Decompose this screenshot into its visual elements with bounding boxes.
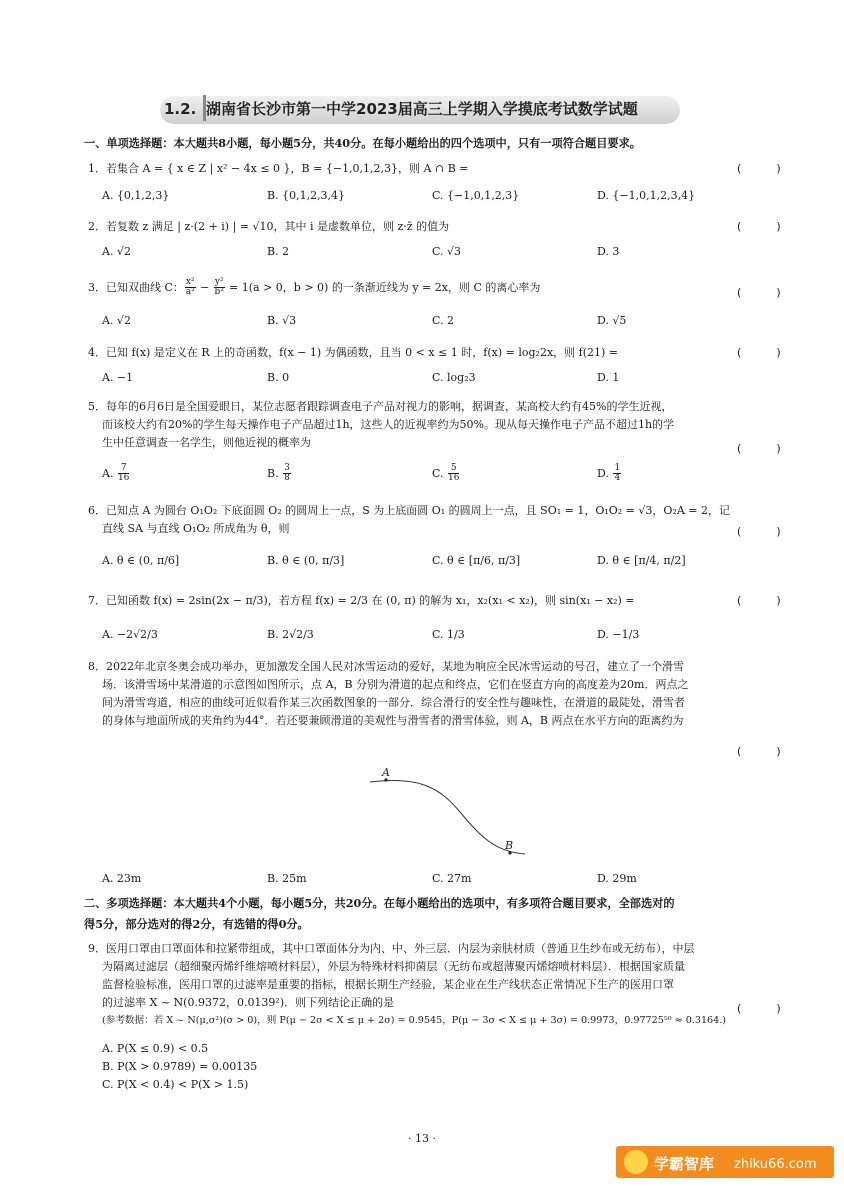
question-9-options (102, 1040, 502, 1094)
point-b-label: B (505, 839, 514, 852)
option-b: B. 0 (267, 371, 290, 384)
watermark-url: zhiku66.com (734, 1157, 817, 1172)
question-8-line-3: 间为滑雪弯道，相应的曲线可近似看作某三次函数图象的一部分．综合滑行的安全性与趣味性，在滑道的最陡处，滑雪者 (102, 696, 685, 710)
option-c (432, 464, 460, 484)
frac-num: x² (185, 277, 195, 287)
option-a: A. √2 (102, 314, 131, 327)
question-6-answer-blank: ( ) (735, 525, 782, 538)
question-2-answer-blank: ( ) (735, 220, 782, 233)
question-8-answer-blank: ( ) (735, 745, 782, 758)
page-title: 湖南省长沙市第一中学2023届高三上学期入学摸底考试数学试题 (206, 100, 638, 118)
stem-prefix: 3．已知双曲线 C： (88, 280, 184, 294)
question-1-answer-blank: ( ) (735, 162, 782, 175)
question-7-answer-blank: ( ) (735, 594, 782, 607)
question-8-line-1: 8．2022年北京冬奥会成功举办，更加激发全国人民对冰雪运动的爱好，某地为响应全民冰雪运动的号召，建立了一个滑雪 (88, 660, 684, 673)
fraction-x2-a2 (185, 278, 196, 298)
option-a (102, 464, 130, 484)
question-2 (88, 218, 793, 236)
title-banner (150, 92, 690, 128)
option-label: A. (102, 466, 114, 480)
title-number: 1.2. (150, 97, 196, 122)
option-c: C. P(X < 0.4) < P(X > 1.5) (102, 1078, 249, 1092)
question-3-stem (88, 278, 793, 298)
option-c: C. 1/3 (432, 628, 465, 641)
question-1-stem: 1．若集合 A = { x ∈ Z | x² − 4x ≤ 0 }，B = {−1,0,1,2,3}，则 A ∩ B = (88, 162, 469, 175)
frac-num: 3 (284, 463, 290, 473)
question-9-answer-blank: ( ) (735, 1002, 782, 1015)
question-8-line-4: 的身体与地面所成的夹角约为44°．若还要兼顾滑道的美观性与滑雪者的滑雪体验，则 A，B 两点在水平方向的距离约为 (102, 714, 684, 728)
question-3 (88, 278, 793, 298)
option-d: D. {−1,0,1,2,3,4} (597, 189, 696, 202)
question-9-line-3: 监督检验标准，医用口罩的过滤率是重要的指标，根据长期生产经验，某企业在生产线状态正常情况下生产的医用口罩 (102, 978, 674, 992)
question-9-line-4: 的过滤率 X ~ N(0.9372，0.0139²)．则下列结论正确的是 (102, 996, 395, 1010)
slope-curve (370, 780, 525, 854)
option-d: D. θ ∈ [π/4, π/2] (597, 554, 686, 567)
frac-num: 5 (448, 464, 459, 474)
question-5-line-1: 5．每年的6月6日是全国爱眼日，某位志愿者跟踪调查电子产品对视力的影响，据调查，某高校大约有45%的学生近视， (88, 400, 673, 413)
question-3-answer-blank: ( ) (735, 286, 782, 299)
question-8-options (102, 870, 742, 892)
option-label: B. (267, 466, 279, 480)
question-7-stem: 7．已知函数 f(x) = 2sin(2x − π/3)，若方程 f(x) = 2/3 在 (0, π) 的解为 x₁，x₂(x₁ < x₂)，则 sin(x₁ − x₂) = (88, 594, 635, 607)
question-1-options (102, 187, 742, 209)
question-8-line-2: 场．该滑雪场中某滑道的示意图如图所示，点 A，B 分别为滑道的起点和终点，它们在竖直方向的高度差为20m．两点之 (102, 678, 689, 692)
option-d (597, 464, 622, 484)
option-b: B. P(X > 0.9789) = 0.00135 (102, 1060, 258, 1074)
watermark-brand: 学霸智库 (654, 1155, 715, 1173)
question-5-options (102, 464, 742, 486)
question-6-line-1: 6．已知点 A 为圆台 O₁O₂ 下底面圆 O₂ 的圆周上一点，S 为上底面圆 O₁ 的圆周上一点，且 SO₁ = 1，O₁O₂ = √3，O₂A = 2，记 (88, 504, 730, 517)
option-a: A. √2 (102, 245, 131, 258)
option-label: C. (432, 466, 444, 480)
question-7-options (102, 626, 742, 648)
section-2-line-1: 二、多项选择题：本大题共4个小题，每小题5分，共20分。在每小题给出的选项中，有多项符合题目要求，全部选对的 (84, 896, 675, 910)
option-a: A. {0,1,2,3} (102, 189, 170, 202)
option-a: A. P(X ≤ 0.9) < 0.5 (102, 1042, 209, 1055)
minus-sign: − (196, 280, 213, 294)
option-b (267, 464, 292, 484)
option-b: B. θ ∈ (0, π/3] (267, 554, 345, 567)
option-c: C. θ ∈ [π/6, π/3] (432, 554, 521, 567)
question-1 (88, 160, 793, 178)
frac-den: b² (214, 287, 224, 298)
option-b: B. 2 (267, 245, 290, 258)
frac-num: 7 (118, 464, 129, 474)
section-2-heading (84, 894, 675, 934)
option-a: A. 23m (102, 872, 142, 885)
question-7 (88, 592, 793, 610)
question-6 (88, 502, 793, 538)
ski-slope-curve-diagram (360, 768, 540, 862)
question-4 (88, 344, 793, 362)
question-9-reference-data: (参考数据：若 X ~ N(μ,σ²)(σ > 0)，则 P(μ − 2σ < X ≤ μ + 2σ) = 0.9545，P(μ − 3σ < X ≤ μ + 3σ) = 0.9973，0.97725⁵⁰ ≈ 0.3164.) (102, 1014, 727, 1026)
question-5 (88, 398, 793, 452)
frac-den: 16 (448, 473, 460, 484)
section-1-heading: 一、单项选择题：本大题共8小题，每小题5分，共40分。在每小题给出的四个选项中，只有一项符合题目要求。 (84, 136, 641, 150)
question-4-stem: 4．已知 f(x) 是定义在 R 上的奇函数，f(x − 1) 为偶函数，且当 0 < x ≤ 1 时，f(x) = log₂2x，则 f(21) = (88, 346, 619, 359)
option-fraction (448, 464, 459, 484)
option-c: C. {−1,0,1,2,3} (432, 189, 520, 202)
option-d: D. 1 (597, 371, 620, 384)
option-d: D. 29m (597, 872, 637, 885)
option-a: A. θ ∈ (0, π/6] (102, 554, 180, 567)
question-2-stem: 2．若复数 z 满足 | z·(2 + i) | = √10，其中 i 是虚数单位，则 z·z̄ 的值为 (88, 220, 450, 233)
logo-icon (624, 1150, 648, 1174)
section-2-line-2: 得5分，部分选对的得2分，有选错的得0分。 (84, 917, 309, 932)
option-fraction (118, 464, 129, 484)
question-5-line-2: 而该校大约有20%的学生每天操作电子产品超过1h，这些人的近视率约为50%。现从每天操作电子产品不超过1h的学 (102, 418, 675, 432)
option-c: C. 2 (432, 314, 455, 327)
question-9-line-1: 9．医用口罩由口罩面体和拉紧带组成，其中口罩面体分为内、中、外三层．内层为亲肤材质（普通卫生纱布或无纺布），中层 (88, 942, 695, 955)
question-6-line-2: 直线 SA 与直线 O₁O₂ 所成角为 θ，则 (102, 522, 290, 536)
question-5-answer-blank: ( ) (735, 442, 782, 455)
option-b: B. √3 (267, 314, 297, 327)
question-5-line-3: 生中任意调查一名学生，则他近视的概率为 (102, 436, 311, 450)
page-number: · 13 · (408, 1132, 436, 1145)
ski-slope-figure (360, 768, 540, 862)
fraction-y2-b2 (214, 278, 225, 298)
question-6-options (102, 552, 742, 574)
frac-num: y² (214, 277, 224, 287)
option-d: D. √5 (597, 314, 627, 327)
option-b: B. {0,1,2,3,4} (267, 189, 346, 202)
option-fraction (613, 464, 621, 484)
option-fraction (283, 464, 291, 484)
option-c: C. √3 (432, 245, 462, 258)
frac-den: a² (185, 287, 195, 298)
question-4-options (102, 369, 742, 391)
question-4-answer-blank: ( ) (735, 346, 782, 359)
frac-den: 16 (117, 473, 130, 484)
option-c: C. log₂3 (432, 371, 476, 384)
option-c: C. 27m (432, 872, 472, 885)
point-a-label: A (382, 768, 390, 779)
option-a: A. −1 (102, 371, 134, 384)
frac-den: 4 (614, 473, 621, 484)
option-d: D. 3 (597, 245, 620, 258)
option-b: B. 25m (267, 872, 307, 885)
option-d: D. −1/3 (597, 628, 640, 641)
option-b: B. 2√2/3 (267, 628, 314, 641)
question-2-options (102, 243, 742, 265)
question-9 (88, 940, 793, 1028)
option-a: A. −2√2/3 (102, 628, 158, 641)
watermark-badge (616, 1146, 834, 1178)
question-8 (88, 658, 793, 731)
frac-den: 8 (284, 473, 290, 484)
frac-num: 1 (614, 463, 621, 473)
option-label: D. (597, 466, 609, 480)
stem-suffix: = 1(a > 0，b > 0) 的一条渐近线为 y = 2x，则 C 的离心率为 (225, 280, 541, 294)
question-3-options (102, 312, 742, 334)
question-9-line-2: 为隔离过滤层（超细聚丙烯纤维熔喷材料层），外层为特殊材料抑菌层（无纺布或超薄聚丙烯熔喷材料层）．根据国家质量 (102, 960, 685, 974)
